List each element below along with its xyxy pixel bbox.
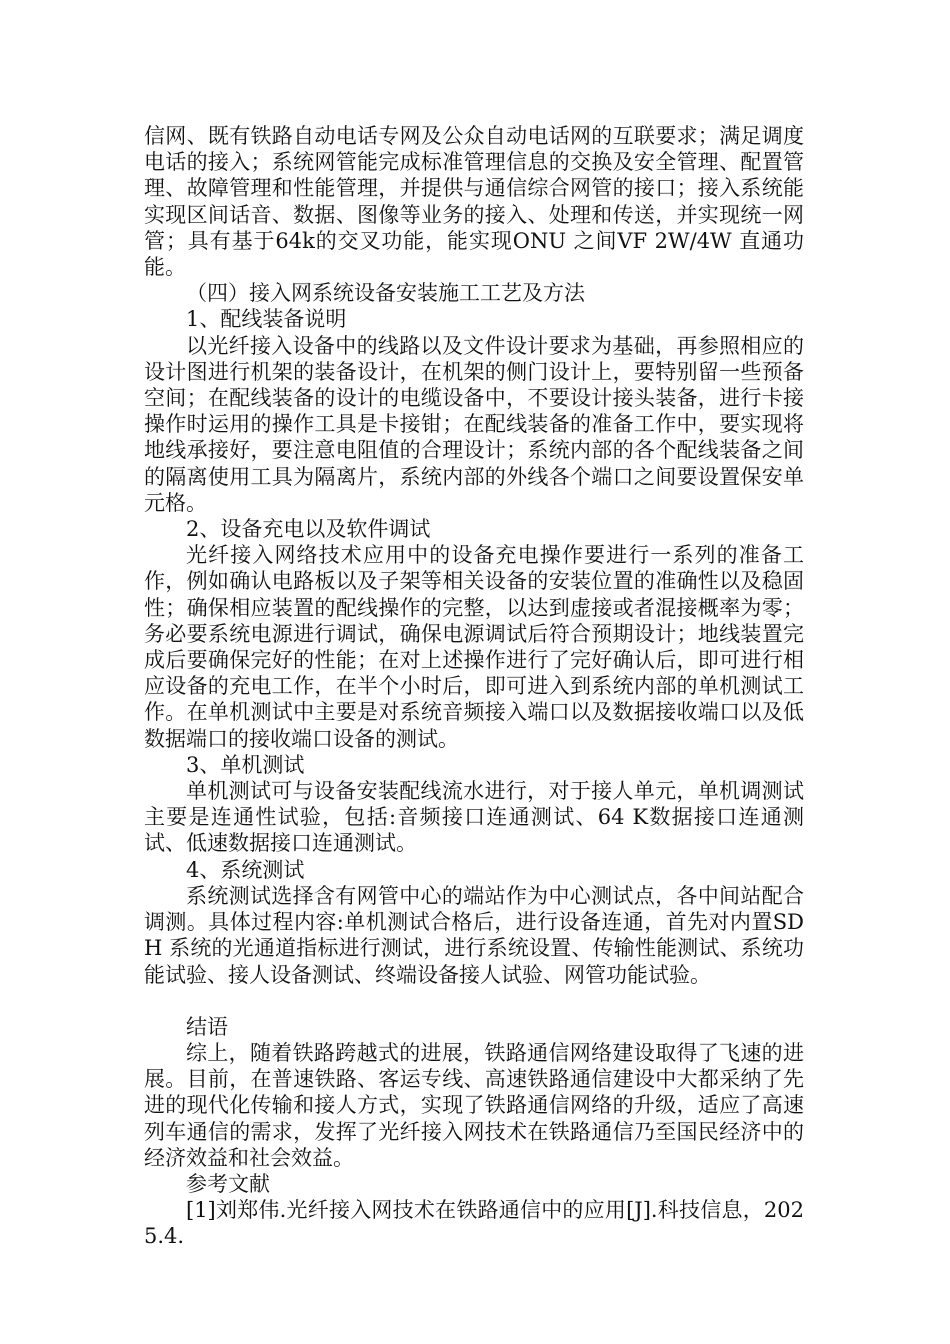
blank-line [144, 988, 804, 1014]
subheading-system-test: 4、系统测试 [186, 857, 305, 882]
paragraph-wiring-equipment: 以光纤接入设备中的线路以及文件设计要求为基础，再参照相应的设计图进行机架的装备设计，在机架的侧门设计上，要特别留一些预备空间；在配线装备的设计的电缆设备中，不要设计接头装备，进行卡接操作时运用的操作工具是卡接钳；在配线装备的准备工作中，要实现将地线承接好，要注意电阻值的合理设计；系统内部的各个配线装备之间的隔离使用工具为隔离片，系统内部的外线各个端口之间要设置保安单元格。 [144, 333, 804, 515]
subheading-unit-test: 3、单机测试 [186, 752, 305, 777]
subheading-charging-debugging: 2、设备充电以及软件调试 [186, 517, 431, 542]
heading-conclusion: 结语 [186, 1014, 228, 1039]
reference-item: [1]刘郑伟.光纤接入网技术在铁路通信中的应用[J].科技信息，2025.4. [144, 1198, 804, 1249]
paragraph-intro-continuation: 信网、既有铁路自动电话专网及公众自动电话网的互联要求；满足调度电话的接入；系统网管能完成标准管理信息的交换及安全管理、配置管理、故障管理和性能管理，并提供与通信综合网管的接口；接入系统能实现区间话音、数据、图像等业务的接入、处理和传送，并实现统一网管；具有基于64k的交叉功能，能实现ONU 之间VF 2W/4W 直通功能。 [144, 124, 804, 280]
paragraph-conclusion: 综上，随着铁路跨越式的进展，铁路通信网络建设取得了飞速的进展。目前，在普速铁路、客运专线、高速铁路通信建设中大都采纳了先进的现代化传输和接人方式，实现了铁路通信网络的升级，适应了高速列车通信的需求，发挥了光纤接入网技术在铁路通信乃至国民经济中的经济效益和社会效益。 [144, 1040, 804, 1170]
paragraph-system-test: 系统测试选择含有网管中心的端站作为中心测试点，各中间站配合调测。具体过程内容:单机测试合格后，进行设备连通，首先对内置SDH 系统的光通道指标进行测试，进行系统设置、传输性能测试、系统功能试验、接人设备测试、终端设备接人试验、网管功能试验。 [144, 883, 804, 987]
section-heading-installation: （四）接入网系统设备安装施工工艺及方法 [186, 281, 585, 306]
paragraph-charging-debugging: 光纤接入网络技术应用中的设备充电操作要进行一系列的准备工作，例如确认电路板以及子架等相关设备的安装位置的准确性以及稳固性；确保相应装置的配线操作的完整，以达到虚接或者混接概率为零；务必要系统电源进行调试，确保电源调试后符合预期设计；地线装置完成后要确保完好的性能；在对上述操作进行了完好确认后，即可进行相应设备的充电工作，在半个小时后，即可进入到系统内部的单机测试工作。在单机测试中主要是对系统音频接入端口以及数据接收端口以及低数据端口的接收端口设备的测试。 [144, 543, 804, 751]
document-body [144, 123, 804, 1250]
heading-references: 参考文献 [186, 1171, 270, 1196]
subheading-wiring-equipment: 1、配线装备说明 [186, 307, 347, 332]
paragraph-unit-test: 单机测试可与设备安装配线流水进行，对于接人单元，单机调测试主要是连通性试验，包括:音频接口连通测试、64 K数据接口连通测试、低速数据接口连通测试。 [144, 779, 804, 856]
